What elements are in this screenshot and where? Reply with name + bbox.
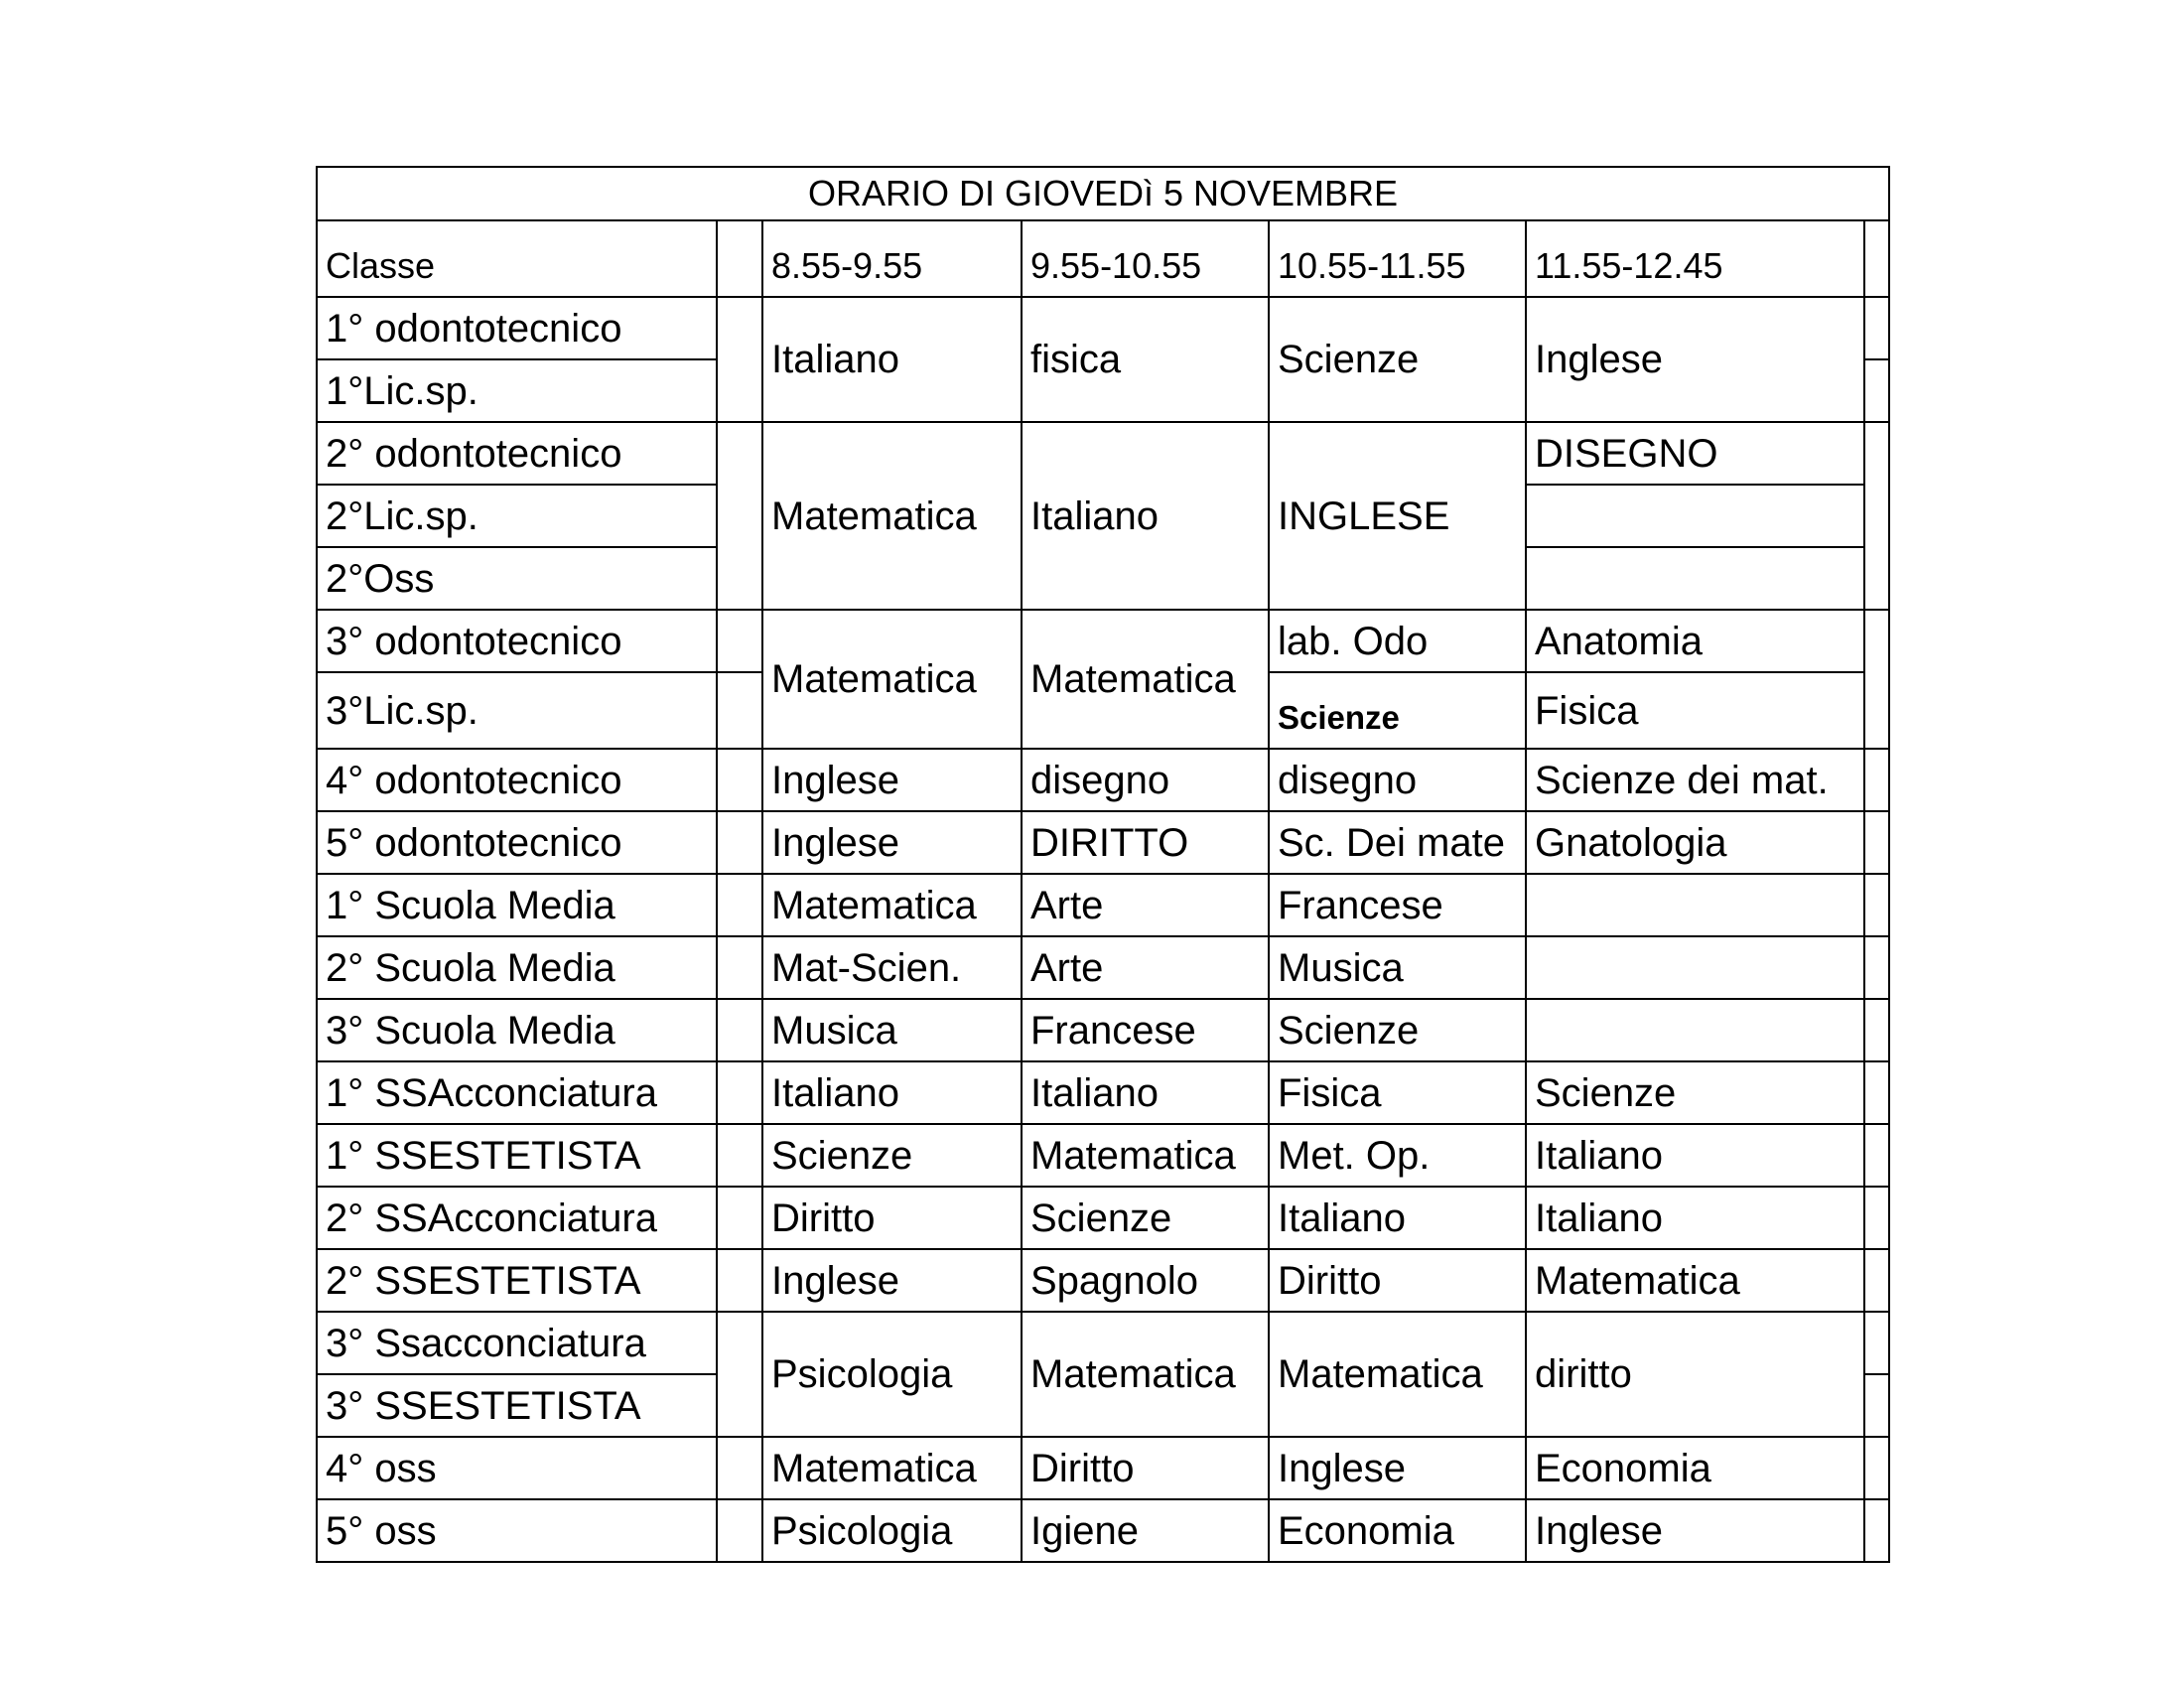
lesson-cell: fisica [1022, 297, 1269, 422]
class-cell: 3°Lic.sp. [317, 672, 717, 749]
class-cell: 3° SSESTETISTA [317, 1374, 717, 1437]
table-row [317, 749, 1889, 811]
lesson-cell: Met. Op. [1269, 1124, 1526, 1187]
class-cell: 4° odontotecnico [317, 749, 717, 811]
lesson-cell: Economia [1269, 1499, 1526, 1562]
spacer-cell [1864, 1499, 1889, 1562]
lesson-cell: DISEGNO [1526, 422, 1864, 485]
lesson-cell: Matematica [762, 874, 1022, 936]
lesson-cell: Inglese [1269, 1437, 1526, 1499]
spacer-cell [1864, 936, 1889, 999]
spacer-cell [717, 610, 762, 672]
lesson-cell: Matematica [762, 1437, 1022, 1499]
spacer-cell [1864, 610, 1889, 749]
lesson-cell: Matematica [1022, 1124, 1269, 1187]
spacer-cell [717, 297, 762, 422]
lesson-cell: Italiano [762, 297, 1022, 422]
table-row [317, 1312, 1889, 1374]
lesson-cell: Matematica [762, 610, 1022, 749]
table-row [317, 936, 1889, 999]
class-cell: 3° Ssacconciatura [317, 1312, 717, 1374]
lesson-cell: Italiano [1022, 422, 1269, 610]
class-cell: 5° odontotecnico [317, 811, 717, 874]
class-cell: 3° odontotecnico [317, 610, 717, 672]
lesson-cell: Musica [1269, 936, 1526, 999]
spacer-cell [717, 220, 762, 297]
lesson-cell: Musica [762, 999, 1022, 1061]
spacer-cell [1864, 1312, 1889, 1374]
spacer-cell [717, 672, 762, 749]
class-cell: 1° SSAcconciatura [317, 1061, 717, 1124]
table-row [317, 1124, 1889, 1187]
lesson-cell: Psicologia [762, 1499, 1022, 1562]
lesson-cell: Italiano [762, 1061, 1022, 1124]
spacer-cell [1864, 1061, 1889, 1124]
class-cell: 5° oss [317, 1499, 717, 1562]
lesson-cell: Fisica [1269, 1061, 1526, 1124]
spacer-cell [1864, 359, 1889, 422]
lesson-cell: Francese [1269, 874, 1526, 936]
spacer-cell [717, 1124, 762, 1187]
spacer-cell [717, 749, 762, 811]
spacer-cell [717, 999, 762, 1061]
lesson-cell: Scienze [1526, 1061, 1864, 1124]
class-cell: 2° SSAcconciatura [317, 1187, 717, 1249]
lesson-cell [1526, 874, 1864, 936]
lesson-cell: Matematica [1022, 1312, 1269, 1437]
lesson-cell: Scienze [1269, 672, 1526, 749]
spacer-cell [1864, 749, 1889, 811]
lesson-cell: Mat-Scien. [762, 936, 1022, 999]
class-cell: 2°Lic.sp. [317, 485, 717, 547]
spacer-cell [1864, 422, 1889, 610]
timetable-title: ORARIO DI GIOVEDì 5 NOVEMBRE [317, 167, 1889, 220]
spacer-cell [1864, 1187, 1889, 1249]
timetable [316, 166, 1890, 1563]
lesson-cell: Diritto [1022, 1437, 1269, 1499]
class-cell: 3° Scuola Media [317, 999, 717, 1061]
period-header: 11.55-12.45 [1526, 220, 1864, 297]
title-row [317, 167, 1889, 220]
lesson-cell: Diritto [1269, 1249, 1526, 1312]
spacer-cell [1864, 1124, 1889, 1187]
class-cell: 1°Lic.sp. [317, 359, 717, 422]
lesson-cell: Matematica [1022, 610, 1269, 749]
lesson-cell [1526, 547, 1864, 610]
lesson-cell [1526, 936, 1864, 999]
table-row [317, 874, 1889, 936]
lesson-cell: Scienze dei mat. [1526, 749, 1864, 811]
spacer-cell [717, 1061, 762, 1124]
class-cell: 1° SSESTETISTA [317, 1124, 717, 1187]
table-row [317, 1499, 1889, 1562]
spacer-cell [1864, 811, 1889, 874]
lesson-cell: Francese [1022, 999, 1269, 1061]
spacer-cell [1864, 874, 1889, 936]
lesson-cell: Arte [1022, 874, 1269, 936]
lesson-cell: Inglese [1526, 297, 1864, 422]
spacer-cell [717, 1499, 762, 1562]
lesson-cell: Scienze [1022, 1187, 1269, 1249]
lesson-cell: Economia [1526, 1437, 1864, 1499]
lesson-cell: Inglese [1526, 1499, 1864, 1562]
lesson-cell: Igiene [1022, 1499, 1269, 1562]
lesson-cell: Inglese [762, 749, 1022, 811]
spacer-cell [717, 1249, 762, 1312]
class-cell: 2° Scuola Media [317, 936, 717, 999]
period-header: 9.55-10.55 [1022, 220, 1269, 297]
lesson-cell: DIRITTO [1022, 811, 1269, 874]
spacer-cell [717, 811, 762, 874]
table-row [317, 297, 1889, 359]
class-cell: 1° odontotecnico [317, 297, 717, 359]
lesson-cell: Scienze [762, 1124, 1022, 1187]
class-cell: 2° SSESTETISTA [317, 1249, 717, 1312]
spacer-cell [1864, 297, 1889, 359]
lesson-cell: Matematica [1526, 1249, 1864, 1312]
spacer-cell [1864, 1249, 1889, 1312]
spacer-cell [717, 422, 762, 610]
table-row [317, 610, 1889, 672]
lesson-cell: Arte [1022, 936, 1269, 999]
class-cell: 4° oss [317, 1437, 717, 1499]
lesson-cell: Matematica [762, 422, 1022, 610]
lesson-cell: Diritto [762, 1187, 1022, 1249]
lesson-cell: Spagnolo [1022, 1249, 1269, 1312]
lesson-cell: Psicologia [762, 1312, 1022, 1437]
header-row [317, 220, 1889, 297]
spacer-cell [717, 874, 762, 936]
spacer-cell [717, 1187, 762, 1249]
lesson-cell: Italiano [1526, 1187, 1864, 1249]
lesson-cell: Inglese [762, 1249, 1022, 1312]
lesson-cell: Italiano [1526, 1124, 1864, 1187]
lesson-cell: Sc. Dei mate [1269, 811, 1526, 874]
spacer-cell [1864, 1374, 1889, 1437]
lesson-cell: Inglese [762, 811, 1022, 874]
lesson-cell: disegno [1022, 749, 1269, 811]
period-header: 10.55-11.55 [1269, 220, 1526, 297]
lesson-cell: diritto [1526, 1312, 1864, 1437]
class-cell: 2° odontotecnico [317, 422, 717, 485]
spacer-cell [717, 1312, 762, 1437]
lesson-cell: Scienze [1269, 999, 1526, 1061]
table-row [317, 999, 1889, 1061]
lesson-cell: INGLESE [1269, 422, 1526, 610]
lesson-cell: Matematica [1269, 1312, 1526, 1437]
spacer-cell [1864, 1437, 1889, 1499]
lesson-cell [1526, 485, 1864, 547]
table-row [317, 1187, 1889, 1249]
table-row [317, 811, 1889, 874]
class-cell: 1° Scuola Media [317, 874, 717, 936]
class-header: Classe [317, 220, 717, 297]
lesson-cell: Fisica [1526, 672, 1864, 749]
spacer-cell [717, 936, 762, 999]
table-row [317, 422, 1889, 485]
spacer-cell [717, 1437, 762, 1499]
spacer-cell [1864, 220, 1889, 297]
spacer-cell [1864, 999, 1889, 1061]
lesson-cell [1526, 999, 1864, 1061]
lesson-cell: Anatomia [1526, 610, 1864, 672]
table-row [317, 1437, 1889, 1499]
lesson-cell: lab. Odo [1269, 610, 1526, 672]
lesson-cell: Gnatologia [1526, 811, 1864, 874]
lesson-cell: Italiano [1022, 1061, 1269, 1124]
table-row [317, 1249, 1889, 1312]
class-cell: 2°Oss [317, 547, 717, 610]
lesson-cell: Italiano [1269, 1187, 1526, 1249]
lesson-cell: Scienze [1269, 297, 1526, 422]
period-header: 8.55-9.55 [762, 220, 1022, 297]
lesson-cell: disegno [1269, 749, 1526, 811]
table-row [317, 1061, 1889, 1124]
